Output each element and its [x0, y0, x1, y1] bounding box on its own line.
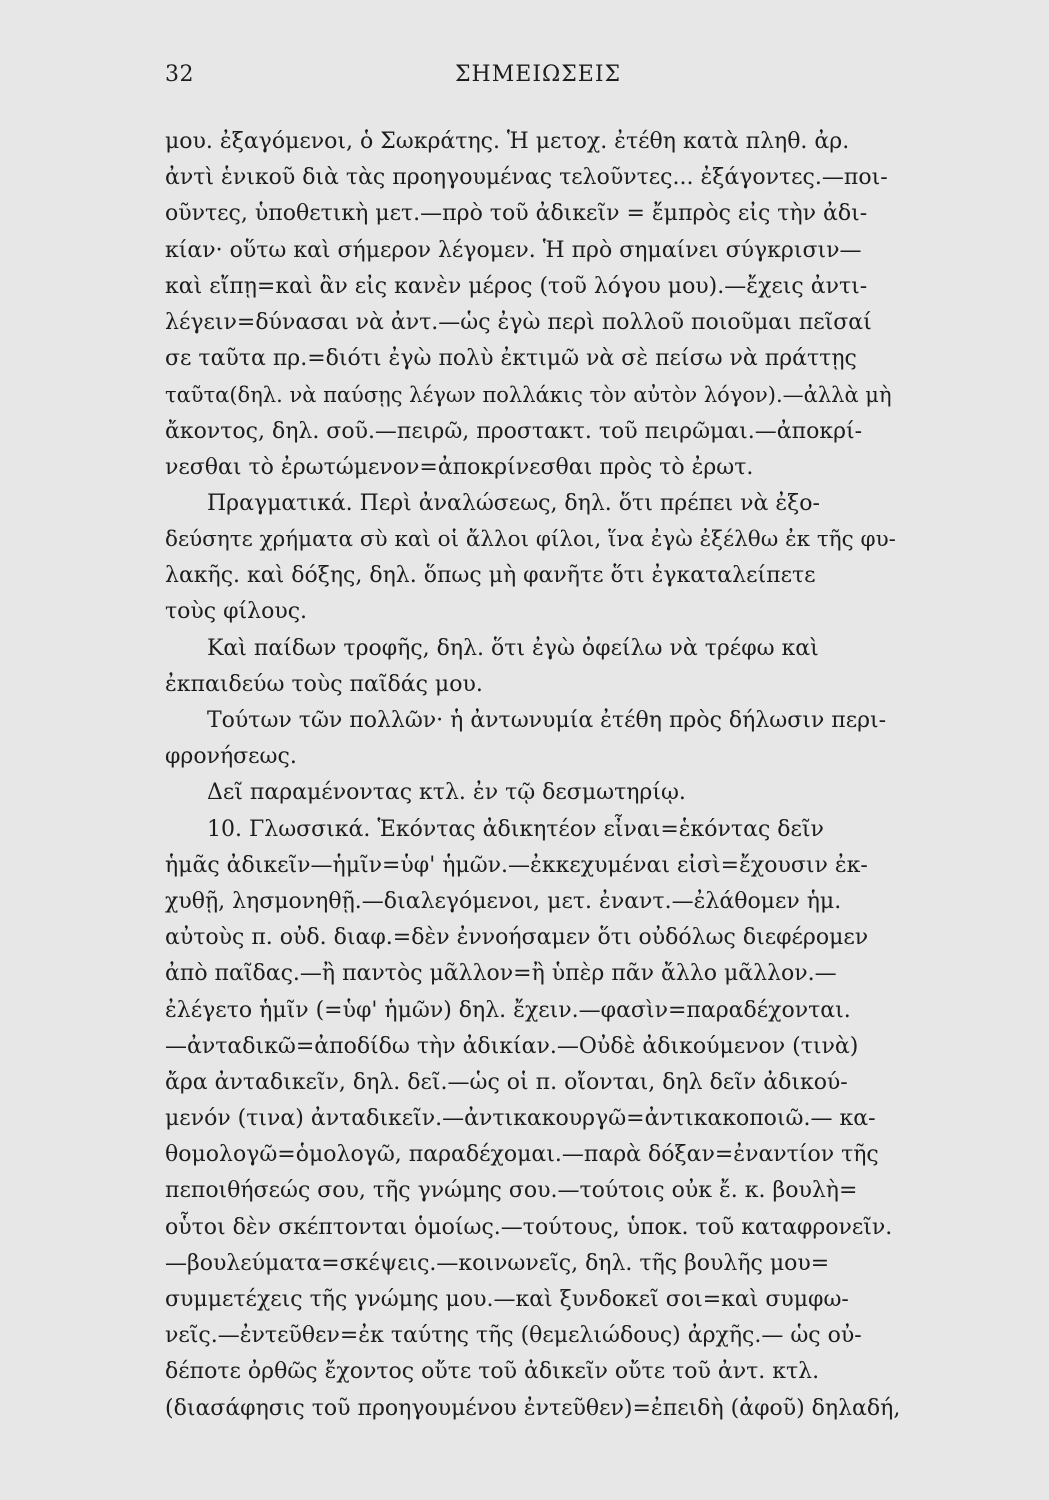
text-line: Πραγματικά. Περὶ ἀναλώσεως, δηλ. ὅτι πρέπει νὰ ἐξο- — [207, 490, 820, 516]
text-line: ἡμᾶς ἀδικεῖν—ἡμῖν=ὑφ' ἡμῶν.—ἐκκεχυμέναι εἰσὶ=ἔχουσιν ἐκ- — [165, 852, 868, 878]
text-line: ταῦτα(δηλ. νὰ παύσῃς λέγων πολλάκις τὸν αὐτὸν λόγον).—ἀλλὰ μὴ — [165, 383, 892, 408]
text-line: ἄκοντος, δηλ. σοῦ.—πειρῶ, προστακτ. τοῦ πειρῶμαι.—ἀποκρί- — [165, 418, 863, 444]
text-line: κίαν· οὕτω καὶ σήμερον λέγομεν. Ἡ πρὸ σημαίνει σύγκρισιν— — [165, 237, 862, 263]
text-line: ἀπὸ παῖδας.—ἢ παντὸς μᾶλλον=ἢ ὑπὲρ πᾶν ἄλλο μᾶλλον.— — [165, 961, 837, 987]
text-line: ἄρα ἀνταδικεῖν, δηλ. δεῖ.—ὡς οἱ π. οἴονται, δηλ δεῖν ἀδικού- — [165, 1069, 848, 1095]
text-line: (διασάφησις τοῦ προηγουμένου ἐντεῦθεν)=ἐπειδὴ (ἀφοῦ) δηλαδή, — [165, 1395, 901, 1421]
text-line: ἐκπαιδεύω τοὺς παῖδάς μου. — [165, 671, 483, 697]
text-line: μενόν (τινα) ἀνταδικεῖν.—ἀντικακουργῶ=ἀντικακοποιῶ.— κα- — [165, 1106, 876, 1132]
text-line: —ἀνταδικῶ=ἀποδίδω τὴν ἀδικίαν.—Οὐδὲ ἀδικούμενον (τινὰ) — [165, 1033, 859, 1059]
text-line: Καὶ παίδων τροφῆς, δηλ. ὅτι ἐγὼ ὀφείλω νὰ τρέφω καὶ — [207, 635, 819, 661]
notes-text-block — [165, 124, 905, 1427]
text-line: Τούτων τῶν πολλῶν· ἡ ἀντωνυμία ἐτέθη πρὸς δήλωσιν περι- — [207, 708, 887, 733]
text-line: νεσθαι τὸ ἐρωτώμενον=ἀποκρίνεσθαι πρὸς τὸ ἐρωτ. — [165, 454, 754, 480]
page-number: 32 — [165, 62, 194, 87]
text-line: χυθῇ, λησμονηθῇ.—διαλεγόμενοι, μετ. ἐναντ.—ἐλάθομεν ἡμ. — [165, 888, 842, 914]
text-line: θομολογῶ=ὁμολογῶ, παραδέχομαι.—παρὰ δόξαν=ἐναντίον τῆς — [165, 1142, 879, 1168]
page-header — [165, 62, 905, 96]
text-line: νεῖς.—ἐντεῦθεν=ἐκ ταύτης τῆς (θεμελιώδους) ἀρχῆς.— ὡς οὐ- — [165, 1323, 862, 1349]
text-line: πεποιθήσεώς σου, τῆς γνώμης σου.—τούτοις οὐκ ἔ. κ. βουλὴ= — [165, 1178, 858, 1204]
text-line: σε ταῦτα πρ.=διότι ἐγὼ πολὺ ἐκτιμῶ νὰ σὲ πείσω νὰ πράττῃς — [165, 346, 857, 372]
text-line: καὶ εἴπῃ=καὶ ἂν εἰς κανὲν μέρος (τοῦ λόγου μου).—ἔχεις ἀντι- — [165, 273, 868, 299]
text-line: δεύσητε χρήματα σὺ καὶ οἱ ἄλλοι φίλοι, ἵνα ἐγὼ ἐξέλθω ἐκ τῆς φυ- — [165, 527, 896, 553]
text-line: 10. Γλωσσικά. Ἑκόντας ἀδικητέον εἶναι=ἑκόντας δεῖν — [207, 816, 824, 842]
running-title: ΣΗΜΕΙΩΣΕΙΣ — [455, 62, 622, 87]
text-line: φρονήσεως. — [165, 744, 297, 770]
text-line: Δεῖ παραμένοντας κτλ. ἐν τῷ δεσμωτηρίῳ. — [207, 780, 686, 806]
text-line: οῦντες, ὑποθετικὴ μετ.—πρὸ τοῦ ἀδικεῖν = ἔμπρὸς εἰς τὴν ἀδι- — [165, 201, 868, 227]
text-line: ἀντὶ ἑνικοῦ διὰ τὰς προηγουμένας τελοῦντες... ἐξάγοντες.—ποι- — [165, 165, 888, 191]
text-line: —βουλεύματα=σκέψεις.—κοινωνεῖς, δηλ. τῆς βουλῆς μου= — [165, 1250, 830, 1276]
text-line: δέποτε ὀρθῶς ἔχοντος οὔτε τοῦ ἀδικεῖν οὔτε τοῦ ἀντ. κτλ. — [165, 1359, 820, 1385]
text-line: μου. ἐξαγόμενοι, ὁ Σωκράτης. Ἡ μετοχ. ἐτέθη κατὰ πληθ. ἀρ. — [165, 129, 850, 154]
text-line: λακῆς. καὶ δόξης, δηλ. ὅπως μὴ φανῆτε ὅτι ἐγκαταλείπετε — [165, 563, 816, 589]
text-line: λέγειν=δύνασαι νὰ ἀντ.—ὡς ἐγὼ περὶ πολλοῦ ποιοῦμαι πεῖσαί — [165, 309, 872, 335]
text-line: αὐτοὺς π. οὐδ. διαφ.=δὲν ἐννοήσαμεν ὅτι οὐδόλως διεφέρομεν — [165, 925, 869, 951]
text-line: συμμετέχεις τῆς γνώμης μου.—καὶ ξυνδοκεῖ σοι=καὶ συμφω- — [165, 1287, 849, 1312]
text-line: ἐλέγετο ἡμῖν (=ὑφ' ἡμῶν) δηλ. ἔχειν.—φασὶν=παραδέχονται. — [165, 997, 851, 1023]
text-line: τοὺς φίλους. — [165, 599, 308, 625]
text-line: οὗτοι δὲν σκέπτονται ὁμοίως.—τούτους, ὑποκ. τοῦ καταφρονεῖν. — [165, 1214, 893, 1240]
